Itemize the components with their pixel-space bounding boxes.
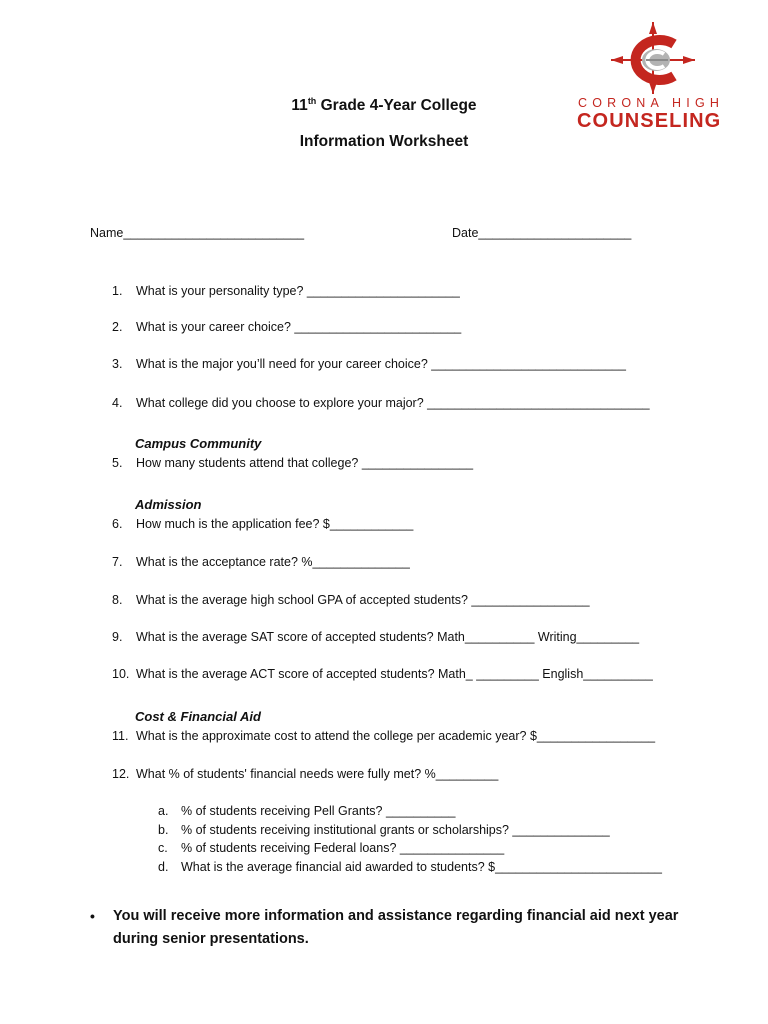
question-text: How much is the application fee? $____________ [136, 517, 414, 531]
question-number: 4. [112, 396, 123, 410]
sub-question-text: % of students receiving Pell Grants? __________ [181, 804, 456, 818]
note-text: You will receive more information and assistance regarding financial aid next year during senior presentations. [113, 908, 679, 947]
question-6[interactable] [112, 517, 413, 531]
date-field[interactable]: Date______________________ [452, 226, 632, 240]
name-field[interactable]: Name__________________________ [90, 226, 305, 240]
title-line1-rest: Grade 4-Year College [316, 97, 477, 114]
sub-question-c[interactable] [158, 841, 504, 855]
question-text: What is the average high school GPA of accepted students? _________________ [136, 593, 590, 607]
question-text: What is the major you’ll need for your career choice? ____________________________ [136, 357, 626, 371]
sub-question-text: What is the average financial aid awarded to students? $________________________ [181, 860, 662, 874]
question-text: How many students attend that college? ________________ [136, 456, 474, 470]
question-number: 10. [112, 667, 130, 681]
logo-school-name: CORONA HIGH [578, 96, 725, 110]
question-number: 5. [112, 456, 123, 470]
sub-question-letter: a. [158, 804, 169, 818]
sub-question-d[interactable] [158, 860, 662, 874]
question-2[interactable] [112, 320, 461, 334]
question-number: 1. [112, 284, 123, 298]
question-10[interactable] [112, 667, 653, 681]
question-8[interactable] [112, 593, 590, 607]
question-text: What % of students' financial needs were fully met? %_________ [136, 767, 499, 781]
question-text: What is the average ACT score of accepted students? Math_ _________ English__________ [136, 667, 653, 681]
question-number: 2. [112, 320, 123, 334]
question-11[interactable] [112, 729, 655, 743]
question-number: 8. [112, 593, 123, 607]
question-text: What is the approximate cost to attend the college per academic year? $_________________ [136, 729, 656, 743]
worksheet-title [0, 96, 768, 115]
section-campus-community: Campus Community [135, 436, 262, 451]
question-text: What is your career choice? ________________________ [136, 320, 462, 334]
sub-question-a[interactable] [158, 804, 455, 818]
question-number: 12. [112, 767, 130, 781]
sub-question-letter: c. [158, 841, 168, 855]
question-number: 11. [112, 729, 129, 743]
question-text: What is the average SAT score of accepted students? Math__________ Writing_________ [136, 630, 640, 644]
title-grade-suffix: th [307, 96, 317, 106]
question-7[interactable] [112, 555, 410, 569]
question-number: 6. [112, 517, 123, 531]
corona-high-counseling-logo [574, 22, 744, 132]
question-number: 9. [112, 630, 123, 644]
question-text: What is the acceptance rate? %______________ [136, 555, 410, 569]
compass-c-logo-icon [606, 22, 696, 94]
question-text: What is your personality type? ______________________ [136, 284, 460, 298]
sub-question-text: % of students receiving institutional grants or scholarships? ______________ [181, 823, 610, 837]
section-cost-financial-aid: Cost & Financial Aid [135, 709, 261, 724]
question-3[interactable] [112, 357, 626, 371]
logo-department-name: COUNSELING [577, 110, 722, 132]
question-text: What college did you choose to explore your major? ________________________________ [136, 396, 650, 410]
sub-question-b[interactable] [158, 823, 610, 837]
sub-question-letter: b. [158, 823, 169, 837]
worksheet-subtitle: Information Worksheet [299, 133, 469, 150]
question-12[interactable] [112, 767, 498, 781]
question-number: 3. [112, 357, 123, 371]
sub-question-text: % of students receiving Federal loans? _______________ [181, 841, 505, 855]
financial-aid-note [90, 905, 710, 951]
section-admission: Admission [135, 497, 202, 512]
sub-question-letter: d. [158, 860, 169, 874]
question-number: 7. [112, 555, 123, 569]
bullet-icon: • [90, 908, 95, 924]
title-grade-number: 11 [291, 97, 308, 114]
question-4[interactable] [112, 396, 650, 410]
question-5[interactable] [112, 456, 473, 470]
question-1[interactable] [112, 284, 460, 298]
question-9[interactable] [112, 630, 639, 644]
